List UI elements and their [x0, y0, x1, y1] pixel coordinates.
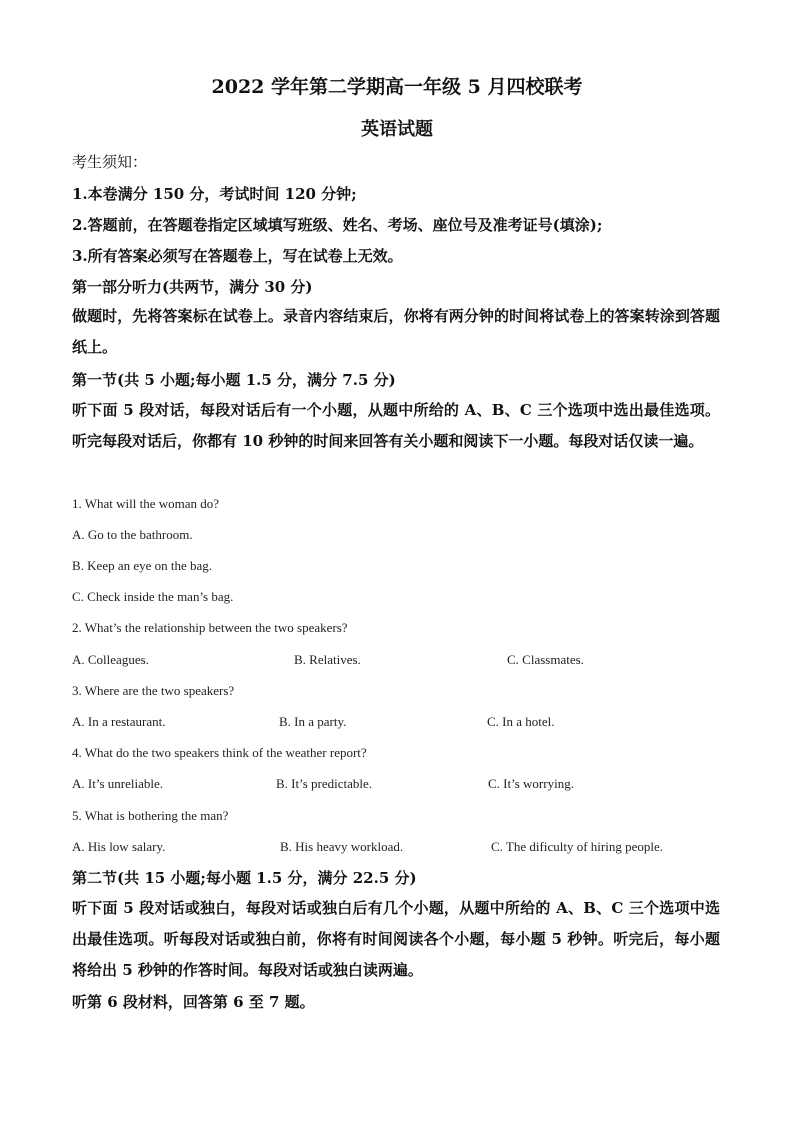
notice-heading: 考生须知：: [72, 153, 148, 171]
q1-option-a: A. Go to the bathroom.: [72, 527, 193, 542]
q4-option-a: A. It’s unreliable.: [72, 776, 163, 791]
q5-option-a: A. His low salary.: [72, 839, 166, 854]
q1-option-b: B. Keep an eye on the bag.: [72, 558, 213, 573]
q5-option-b: B. His heavy workload.: [280, 839, 404, 854]
q5-option-c: C. The dificulty of hiring people.: [491, 839, 663, 854]
section2-instructions: 听下面 5 段对话或独白，每段对话或独白后有几个小题，从题中所给的 A、B、C 三个选项中选出最佳选项。听每段对话或独白前，你将有时间阅读各个小题，每小题 5 秒钟。听完后，每小题将给出 5 秒钟的作答时间。每段对话或独白读两遍。: [72, 899, 720, 979]
q2-option-c: C. Classmates.: [507, 652, 584, 667]
question-5: 5. What is bothering the man?: [72, 808, 229, 823]
q3-option-c: C. In a hotel.: [487, 714, 555, 729]
q2-option-b: B. Relatives.: [294, 652, 361, 667]
question-1: 1. What will the woman do?: [72, 496, 220, 511]
material-6-heading: 听第 6 段材料，回答第 6 至 7 题。: [72, 993, 315, 1011]
section2-heading: 第二节(共 15 小题;每小题 1.5 分，满分 22.5 分): [72, 869, 417, 887]
q3-option-a: A. In a restaurant.: [72, 714, 166, 729]
section1-instructions: 听下面 5 段对话，每段对话后有一个小题，从题中所给的 A、B、C 三个选项中选出最佳选项。听完每段对话后，你都有 10 秒钟的时间来回答有关小题和阅读下一小题。每段对话仅读一遍。: [72, 401, 720, 450]
q3-option-b: B. In a party.: [279, 714, 347, 729]
notice-item-2: 2.答题前，在答题卷指定区域填写班级、姓名、考场、座位号及准考证号(填涂);: [72, 216, 603, 234]
part1-heading: 第一部分听力(共两节，满分 30 分): [72, 278, 313, 296]
section1-heading: 第一节(共 5 小题;每小题 1.5 分，满分 7.5 分): [72, 371, 396, 389]
notice-item-1: 1.本卷满分 150 分，考试时间 120 分钟;: [72, 185, 357, 203]
notice-item-3: 3.所有答案必须写在答题卷上，写在试卷上无效。: [72, 247, 403, 265]
q4-option-b: B. It’s predictable.: [276, 776, 373, 791]
q1-option-c: C. Check inside the man’s bag.: [72, 589, 234, 604]
question-4: 4. What do the two speakers think of the weather report?: [72, 745, 367, 760]
part1-instructions: 做题时，先将答案标在试卷上。录音内容结束后，你将有两分钟的时间将试卷上的答案转涂到答题纸上。: [72, 307, 720, 356]
q4-option-c: C. It’s worrying.: [488, 776, 574, 791]
exam-title: 2022 学年第二学期高一年级 5 月四校联考: [211, 76, 583, 98]
question-2: 2. What’s the relationship between the two speakers?: [72, 620, 348, 635]
exam-subject: 英语试题: [361, 119, 433, 140]
q2-option-a: A. Colleagues.: [72, 652, 149, 667]
question-3: 3. Where are the two speakers?: [72, 683, 235, 698]
